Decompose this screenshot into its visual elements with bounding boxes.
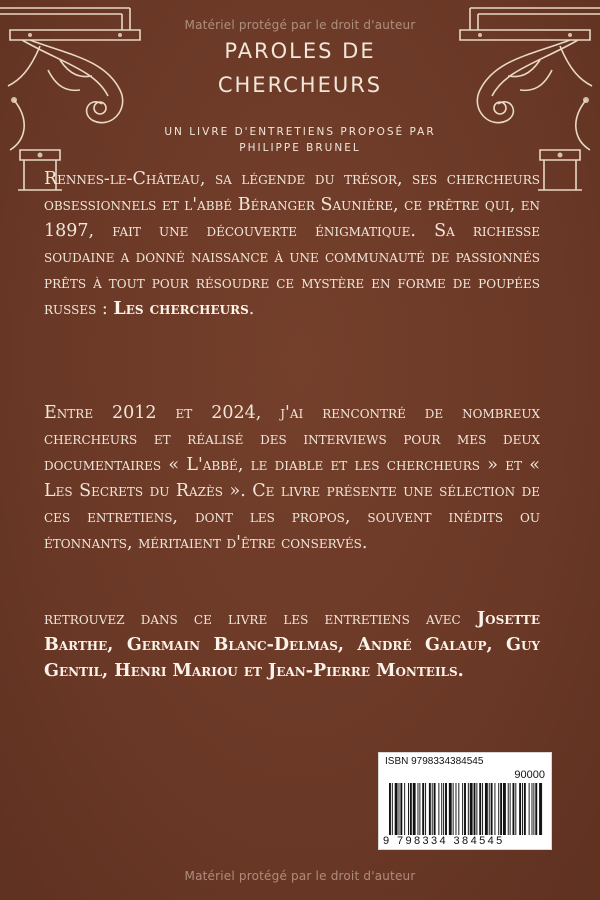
barcode-bar	[489, 783, 490, 835]
barcode-bar	[508, 783, 509, 835]
price-code: 90000	[514, 769, 545, 781]
barcode-bar	[535, 783, 537, 835]
isbn-label: ISBN 9798334384545	[385, 756, 484, 767]
barcode-bar	[510, 783, 511, 835]
barcode-bar	[419, 783, 420, 835]
book-title	[150, 34, 450, 102]
barcode-bar	[449, 783, 452, 835]
barcode-bar	[479, 783, 481, 835]
barcode-bar	[429, 783, 431, 835]
title-line-2: CHERCHEURS	[217, 73, 383, 97]
barcode-bar	[410, 783, 412, 835]
interviewees-names: Josette Barthe, Germain Blanc-Delmas, André Galaup, Guy Gentil, Henri Mariou et Jean-Pierre Monteils.	[44, 609, 540, 681]
barcode-bar	[532, 783, 533, 835]
intro-paragraph-end: .	[248, 299, 255, 319]
barcode-bar	[468, 783, 469, 835]
subtitle-line-2: PHILIPPE BRUNEL	[239, 142, 361, 154]
book-subtitle	[120, 124, 480, 156]
copyright-watermark-bottom: Matériel protégé par le droit d'auteur	[184, 869, 416, 883]
barcode-bar	[476, 783, 477, 835]
barcode-bar	[494, 783, 495, 835]
barcode-bar	[485, 783, 488, 835]
barcode-bar	[399, 783, 400, 835]
barcode-bar	[389, 783, 391, 835]
barcode-bar	[529, 783, 530, 835]
barcode-bar	[482, 783, 483, 835]
barcode-bar	[456, 783, 457, 835]
barcode-bar	[533, 783, 534, 835]
barcode-bar	[441, 783, 442, 835]
subtitle-line-1: UN LIVRE D'ENTRETIENS PROPOSÉ PAR	[164, 126, 436, 138]
barcode-bars	[389, 783, 543, 835]
barcode-bar	[470, 783, 473, 835]
barcode-bar	[498, 783, 499, 835]
barcode-bar	[392, 783, 393, 835]
barcode-bar	[464, 783, 466, 835]
barcode-bar	[524, 783, 526, 835]
copyright-watermark-top: Matériel protégé par le droit d'auteur	[184, 18, 416, 32]
barcode-bar	[408, 783, 409, 835]
barcode-digits: 9 798334 384545	[383, 835, 505, 847]
barcode-bar	[513, 783, 515, 835]
author-paragraph: Entre 2012 et 2024, j'ai rencontré de nombreux chercheurs et réalisé des interviews pour mes deux documentaires « L'abbé, le diable et les chercheurs » et « Les Secrets du Razès ». Ce livre présente une sélection de ces entretiens, dont les propos, souvent inédits ou étonnants, méritaient d'être conservés.	[44, 403, 540, 553]
barcode-bar	[515, 783, 516, 835]
barcode-bar	[418, 783, 419, 835]
barcode-bar	[462, 783, 463, 835]
interviewees-paragraph	[44, 606, 540, 684]
barcode-bar	[491, 783, 493, 835]
barcode-bar	[445, 783, 447, 835]
barcode-bar	[458, 783, 459, 835]
barcode-bar	[395, 783, 398, 835]
barcode-bar	[425, 783, 426, 835]
barcode-bar	[453, 783, 454, 835]
barcode-bar	[474, 783, 476, 835]
barcode-bar	[522, 783, 523, 835]
intro-paragraph-text: Rennes-le-Château, sa légende du trésor, ses chercheurs obsessionnels et l'abbé Béranger Saunière, ce prêtre qui, en 1897, fait une découverte énigmatique. Sa richesse soudaine a donné naissance à une communauté de passionnés prêts à tout pour résoudre ce mystère en forme de poupées russes :	[44, 169, 540, 319]
intro-paragraph	[44, 166, 540, 322]
barcode-bar	[500, 783, 502, 835]
title-line-1: PAROLES DE	[224, 39, 376, 63]
intro-paragraph-bold: Les chercheurs	[113, 299, 249, 319]
isbn-barcode	[378, 752, 552, 850]
barcode-bar	[404, 783, 405, 835]
barcode-bar	[434, 783, 436, 835]
barcode-bar	[443, 783, 444, 835]
interviewees-intro: retrouvez dans ce livre les entretiens avec	[44, 609, 477, 629]
barcode-bar	[438, 783, 439, 835]
barcode-bar	[432, 783, 433, 835]
barcode-bar	[503, 783, 506, 835]
barcode-bar	[400, 783, 402, 835]
barcode-bar	[413, 783, 416, 835]
barcode-bar	[519, 783, 521, 835]
barcode-bar	[422, 783, 424, 835]
barcode-bar	[539, 783, 542, 835]
